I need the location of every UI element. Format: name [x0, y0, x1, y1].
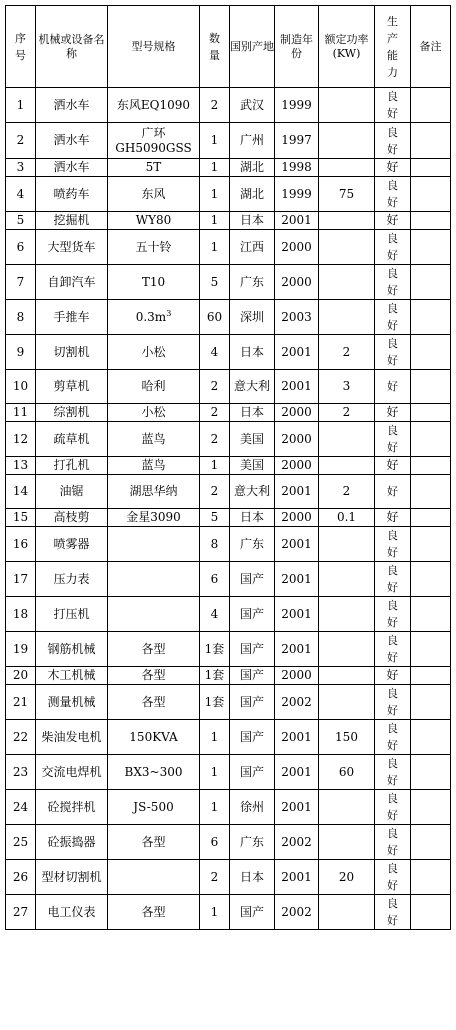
cell-name: 喷药车 [36, 177, 108, 212]
cell-model: 哈利 [108, 370, 200, 404]
table-row [6, 825, 451, 860]
cell-index: 18 [6, 597, 36, 632]
cell-remarks [411, 159, 451, 177]
cell-index: 7 [6, 265, 36, 300]
cell-capacity: 良好 [375, 177, 411, 212]
cell-index: 11 [6, 404, 36, 422]
cell-quantity: 2 [200, 404, 230, 422]
cell-year: 2001 [275, 597, 319, 632]
cell-quantity: 1 [200, 159, 230, 177]
cell-quantity: 5 [200, 509, 230, 527]
cell-remarks [411, 457, 451, 475]
cell-year: 1999 [275, 177, 319, 212]
cell-year: 2001 [275, 212, 319, 230]
cell-name: 综割机 [36, 404, 108, 422]
cell-model: 各型 [108, 685, 200, 720]
equipment-table [5, 5, 451, 930]
cell-quantity: 60 [200, 300, 230, 335]
cell-quantity: 4 [200, 597, 230, 632]
cell-name: 切割机 [36, 335, 108, 370]
cell-capacity: 好 [375, 457, 411, 475]
cell-power: 0.1 [319, 509, 375, 527]
cell-remarks [411, 562, 451, 597]
cell-power [319, 265, 375, 300]
cell-name: 木工机械 [36, 667, 108, 685]
cell-name: 挖掘机 [36, 212, 108, 230]
cell-capacity: 良好 [375, 597, 411, 632]
cell-index: 17 [6, 562, 36, 597]
cell-year: 2000 [275, 509, 319, 527]
cell-power [319, 685, 375, 720]
cell-model [108, 597, 200, 632]
cell-remarks [411, 685, 451, 720]
cell-year: 1999 [275, 88, 319, 123]
cell-remarks [411, 895, 451, 930]
table-row [6, 597, 451, 632]
cell-origin: 美国 [230, 457, 275, 475]
cell-power [319, 300, 375, 335]
cell-power [319, 457, 375, 475]
cell-remarks [411, 265, 451, 300]
cell-power [319, 895, 375, 930]
cell-name: 型材切割机 [36, 860, 108, 895]
cell-name: 手推车 [36, 300, 108, 335]
cell-index: 6 [6, 230, 36, 265]
cell-model: 东风 [108, 177, 200, 212]
cell-remarks [411, 212, 451, 230]
cell-quantity: 1套 [200, 685, 230, 720]
cell-quantity: 1 [200, 177, 230, 212]
cell-model: 金星3090 [108, 509, 200, 527]
cell-capacity: 好 [375, 509, 411, 527]
cell-index: 12 [6, 422, 36, 457]
cell-quantity: 8 [200, 527, 230, 562]
cell-capacity: 良好 [375, 335, 411, 370]
cell-name: 电工仪表 [36, 895, 108, 930]
table-row [6, 720, 451, 755]
table-row [6, 300, 451, 335]
cell-power [319, 790, 375, 825]
cell-power: 2 [319, 475, 375, 509]
cell-year: 2000 [275, 457, 319, 475]
cell-power: 2 [319, 335, 375, 370]
header-year: 制造年份 [275, 6, 319, 88]
header-name: 机械或设备名称 [36, 6, 108, 88]
cell-origin: 国产 [230, 755, 275, 790]
cell-remarks [411, 404, 451, 422]
cell-remarks [411, 597, 451, 632]
cell-index: 8 [6, 300, 36, 335]
cell-model: WY80 [108, 212, 200, 230]
cell-year: 2000 [275, 404, 319, 422]
header-quantity: 数量 [200, 6, 230, 88]
cell-quantity: 5 [200, 265, 230, 300]
cell-name: 疏草机 [36, 422, 108, 457]
cell-year: 2001 [275, 475, 319, 509]
cell-remarks [411, 123, 451, 159]
cell-year: 2000 [275, 422, 319, 457]
cell-year: 2001 [275, 790, 319, 825]
header-model: 型号规格 [108, 6, 200, 88]
cell-origin: 国产 [230, 667, 275, 685]
cell-quantity: 6 [200, 825, 230, 860]
cell-model: 5T [108, 159, 200, 177]
table-row [6, 212, 451, 230]
cell-remarks [411, 720, 451, 755]
cell-quantity: 6 [200, 562, 230, 597]
cell-power: 60 [319, 755, 375, 790]
cell-model: 各型 [108, 895, 200, 930]
cell-name: 柴油发电机 [36, 720, 108, 755]
cell-name: 测量机械 [36, 685, 108, 720]
cell-index: 16 [6, 527, 36, 562]
cell-remarks [411, 88, 451, 123]
cell-quantity: 2 [200, 88, 230, 123]
cell-name: 大型货车 [36, 230, 108, 265]
cell-power: 75 [319, 177, 375, 212]
table-row [6, 860, 451, 895]
cell-model: 各型 [108, 632, 200, 667]
table-row [6, 230, 451, 265]
cell-year: 1998 [275, 159, 319, 177]
header-row [6, 6, 451, 88]
cell-capacity: 好 [375, 370, 411, 404]
cell-index: 21 [6, 685, 36, 720]
cell-name: 洒水车 [36, 159, 108, 177]
cell-capacity: 良好 [375, 632, 411, 667]
cell-origin: 日本 [230, 212, 275, 230]
cell-origin: 武汉 [230, 88, 275, 123]
cell-year: 2000 [275, 265, 319, 300]
cell-year: 2001 [275, 527, 319, 562]
table-row [6, 509, 451, 527]
cell-remarks [411, 632, 451, 667]
cell-name: 自卸汽车 [36, 265, 108, 300]
cell-year: 2000 [275, 667, 319, 685]
header-remarks: 备注 [411, 6, 451, 88]
cell-origin: 国产 [230, 895, 275, 930]
cell-index: 2 [6, 123, 36, 159]
cell-power [319, 597, 375, 632]
cell-origin: 广州 [230, 123, 275, 159]
cell-origin: 日本 [230, 404, 275, 422]
cell-remarks [411, 177, 451, 212]
cell-origin: 国产 [230, 632, 275, 667]
cell-capacity: 良好 [375, 230, 411, 265]
cell-year: 2001 [275, 720, 319, 755]
cell-remarks [411, 370, 451, 404]
cell-power: 150 [319, 720, 375, 755]
cell-model: 各型 [108, 825, 200, 860]
table-row [6, 422, 451, 457]
cell-origin: 湖北 [230, 177, 275, 212]
cell-index: 3 [6, 159, 36, 177]
cell-capacity: 良好 [375, 88, 411, 123]
cell-model: BX3~300 [108, 755, 200, 790]
cell-origin: 美国 [230, 422, 275, 457]
cell-model: T10 [108, 265, 200, 300]
cell-power [319, 422, 375, 457]
header-origin: 国别产地 [230, 6, 275, 88]
cell-capacity: 良好 [375, 755, 411, 790]
cell-year: 2001 [275, 860, 319, 895]
cell-year: 2002 [275, 685, 319, 720]
cell-power [319, 825, 375, 860]
cell-origin: 湖北 [230, 159, 275, 177]
cell-model [108, 562, 200, 597]
cell-quantity: 2 [200, 475, 230, 509]
cell-year: 2003 [275, 300, 319, 335]
table-row [6, 404, 451, 422]
cell-capacity: 良好 [375, 790, 411, 825]
cell-power [319, 667, 375, 685]
table-row [6, 790, 451, 825]
cell-model: 各型 [108, 667, 200, 685]
cell-model: 五十铃 [108, 230, 200, 265]
cell-index: 15 [6, 509, 36, 527]
cell-name: 喷雾器 [36, 527, 108, 562]
cell-origin: 日本 [230, 509, 275, 527]
cell-quantity: 1套 [200, 667, 230, 685]
cell-capacity: 好 [375, 475, 411, 509]
cell-model [108, 860, 200, 895]
header-capacity: 生产能力 [375, 6, 411, 88]
cell-origin: 意大利 [230, 370, 275, 404]
cell-capacity: 好 [375, 667, 411, 685]
cell-power [319, 88, 375, 123]
cell-name: 砼振捣器 [36, 825, 108, 860]
cell-name: 洒水车 [36, 88, 108, 123]
cell-capacity: 良好 [375, 860, 411, 895]
cell-quantity: 1 [200, 230, 230, 265]
cell-year: 2002 [275, 895, 319, 930]
cell-power [319, 632, 375, 667]
cell-origin: 深圳 [230, 300, 275, 335]
cell-capacity: 良好 [375, 527, 411, 562]
cell-power: 2 [319, 404, 375, 422]
cell-quantity: 4 [200, 335, 230, 370]
cell-model: 蓝鸟 [108, 457, 200, 475]
cell-model: 150KVA [108, 720, 200, 755]
cell-remarks [411, 825, 451, 860]
table-row [6, 159, 451, 177]
cell-power [319, 123, 375, 159]
cell-model [108, 527, 200, 562]
cell-power [319, 212, 375, 230]
header-index: 序号 [6, 6, 36, 88]
cell-quantity: 1 [200, 123, 230, 159]
cell-capacity: 良好 [375, 720, 411, 755]
cell-quantity: 1 [200, 895, 230, 930]
cell-model: 小松 [108, 404, 200, 422]
cell-power [319, 159, 375, 177]
cell-power: 3 [319, 370, 375, 404]
cell-capacity: 良好 [375, 562, 411, 597]
cell-origin: 意大利 [230, 475, 275, 509]
cell-capacity: 良好 [375, 265, 411, 300]
cell-remarks [411, 475, 451, 509]
table-row [6, 88, 451, 123]
cell-model: 广环GH5090GSS [108, 123, 200, 159]
cell-model: 东风EQ1090 [108, 88, 200, 123]
cell-remarks [411, 300, 451, 335]
cell-remarks [411, 335, 451, 370]
cell-name: 高枝剪 [36, 509, 108, 527]
table-row [6, 475, 451, 509]
cell-capacity: 良好 [375, 422, 411, 457]
cell-index: 25 [6, 825, 36, 860]
cell-name: 砼搅拌机 [36, 790, 108, 825]
cell-origin: 国产 [230, 597, 275, 632]
cell-index: 26 [6, 860, 36, 895]
cell-model: $0.3m^3$ [108, 300, 200, 335]
cell-year: 2001 [275, 562, 319, 597]
cell-model: JS-500 [108, 790, 200, 825]
cell-power [319, 230, 375, 265]
table-row [6, 177, 451, 212]
cell-model: 小松 [108, 335, 200, 370]
cell-remarks [411, 509, 451, 527]
cell-year: 2002 [275, 825, 319, 860]
cell-remarks [411, 755, 451, 790]
cell-origin: 日本 [230, 860, 275, 895]
cell-year: 2000 [275, 230, 319, 265]
cell-capacity: 好 [375, 404, 411, 422]
cell-capacity: 良好 [375, 123, 411, 159]
table-row [6, 527, 451, 562]
cell-origin: 国产 [230, 562, 275, 597]
cell-name: 打孔机 [36, 457, 108, 475]
table-row [6, 562, 451, 597]
cell-capacity: 好 [375, 212, 411, 230]
cell-index: 14 [6, 475, 36, 509]
cell-year: 2001 [275, 370, 319, 404]
cell-origin: 广东 [230, 825, 275, 860]
cell-index: 9 [6, 335, 36, 370]
cell-origin: 广东 [230, 265, 275, 300]
table-row [6, 895, 451, 930]
cell-capacity: 良好 [375, 825, 411, 860]
cell-name: 钢筋机械 [36, 632, 108, 667]
cell-index: 13 [6, 457, 36, 475]
cell-quantity: 1 [200, 457, 230, 475]
cell-index: 4 [6, 177, 36, 212]
table-row [6, 667, 451, 685]
cell-origin: 国产 [230, 720, 275, 755]
cell-year: 1997 [275, 123, 319, 159]
cell-quantity: 1 [200, 755, 230, 790]
cell-name: 压力表 [36, 562, 108, 597]
table-row [6, 685, 451, 720]
cell-remarks [411, 230, 451, 265]
cell-remarks [411, 667, 451, 685]
cell-quantity: 1套 [200, 632, 230, 667]
cell-capacity: 良好 [375, 300, 411, 335]
cell-origin: 徐州 [230, 790, 275, 825]
cell-index: 23 [6, 755, 36, 790]
cell-quantity: 2 [200, 370, 230, 404]
cell-quantity: 1 [200, 720, 230, 755]
cell-capacity: 良好 [375, 685, 411, 720]
cell-quantity: 2 [200, 422, 230, 457]
cell-quantity: 2 [200, 860, 230, 895]
table-row [6, 755, 451, 790]
cell-index: 10 [6, 370, 36, 404]
header-power: 额定功率(KW) [319, 6, 375, 88]
cell-origin: 日本 [230, 335, 275, 370]
table-row [6, 265, 451, 300]
cell-name: 油锯 [36, 475, 108, 509]
table-row [6, 457, 451, 475]
cell-origin: 江西 [230, 230, 275, 265]
cell-year: 2001 [275, 755, 319, 790]
cell-year: 2001 [275, 335, 319, 370]
cell-name: 剪草机 [36, 370, 108, 404]
cell-remarks [411, 790, 451, 825]
table-row [6, 335, 451, 370]
cell-capacity: 良好 [375, 895, 411, 930]
table-body [6, 88, 451, 930]
table-row [6, 370, 451, 404]
cell-quantity: 1 [200, 212, 230, 230]
cell-index: 20 [6, 667, 36, 685]
cell-name: 交流电焊机 [36, 755, 108, 790]
cell-year: 2001 [275, 632, 319, 667]
cell-model: 蓝鸟 [108, 422, 200, 457]
cell-power: 20 [319, 860, 375, 895]
cell-index: 1 [6, 88, 36, 123]
cell-index: 19 [6, 632, 36, 667]
cell-origin: 国产 [230, 685, 275, 720]
cell-index: 24 [6, 790, 36, 825]
cell-index: 27 [6, 895, 36, 930]
cell-origin: 广东 [230, 527, 275, 562]
cell-capacity: 好 [375, 159, 411, 177]
cell-quantity: 1 [200, 790, 230, 825]
cell-model: 湖思华纳 [108, 475, 200, 509]
table-row [6, 632, 451, 667]
cell-remarks [411, 527, 451, 562]
cell-power [319, 527, 375, 562]
cell-name: 打压机 [36, 597, 108, 632]
table-row [6, 123, 451, 159]
cell-remarks [411, 860, 451, 895]
cell-remarks [411, 422, 451, 457]
cell-index: 22 [6, 720, 36, 755]
cell-power [319, 562, 375, 597]
cell-name: 洒水车 [36, 123, 108, 159]
cell-index: 5 [6, 212, 36, 230]
